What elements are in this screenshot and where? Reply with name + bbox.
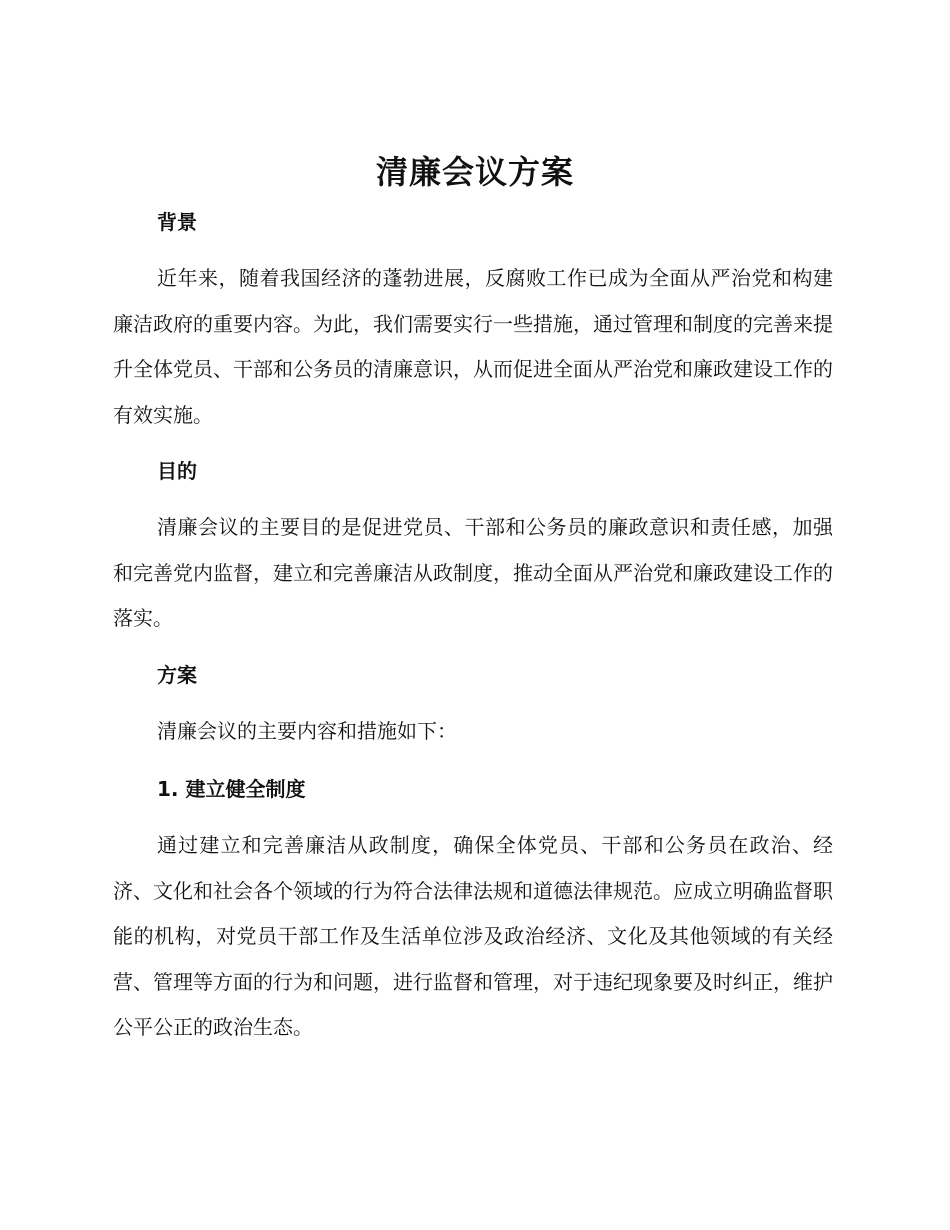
paragraph-background: 近年来，随着我国经济的蓬勃进展，反腐败工作已成为全面从严治党和构建廉洁政府的重要内容。为此，我们需要实行一些措施，通过管理和制度的完善来提升全体党员、干部和公务员的清廉意识，从而促进全面从严治党和廉政建设工作的有效实施。: [113, 266, 833, 427]
section-heading-plan: 方案: [157, 663, 197, 687]
section-heading-background: 背景: [157, 210, 197, 234]
paragraph-system: 通过建立和完善廉洁从政制度，确保全体党员、干部和公务员在政治、经济、文化和社会各个领域的行为符合法律法规和道德法律规范。应成立明确监督职能的机构，对党员干部工作及生活单位涉及政治经济、文化及其他领域的有关经营、管理等方面的行为和问题，进行监督和管理，对于违纪现象要及时纠正，维护公平公正的政治生态。: [113, 833, 833, 1039]
paragraph-plan: 清廉会议的主要内容和措施如下：: [157, 719, 457, 743]
section-heading-purpose: 目的: [157, 459, 197, 483]
paragraph-purpose: 清廉会议的主要目的是促进党员、干部和公务员的廉政意识和责任感，加强和完善党内监督，建立和完善廉洁从政制度，推动全面从严治党和廉政建设工作的落实。: [113, 515, 833, 630]
document-title: 清廉会议方案: [375, 153, 574, 191]
section-heading-system: 1. 建立健全制度: [157, 777, 306, 801]
